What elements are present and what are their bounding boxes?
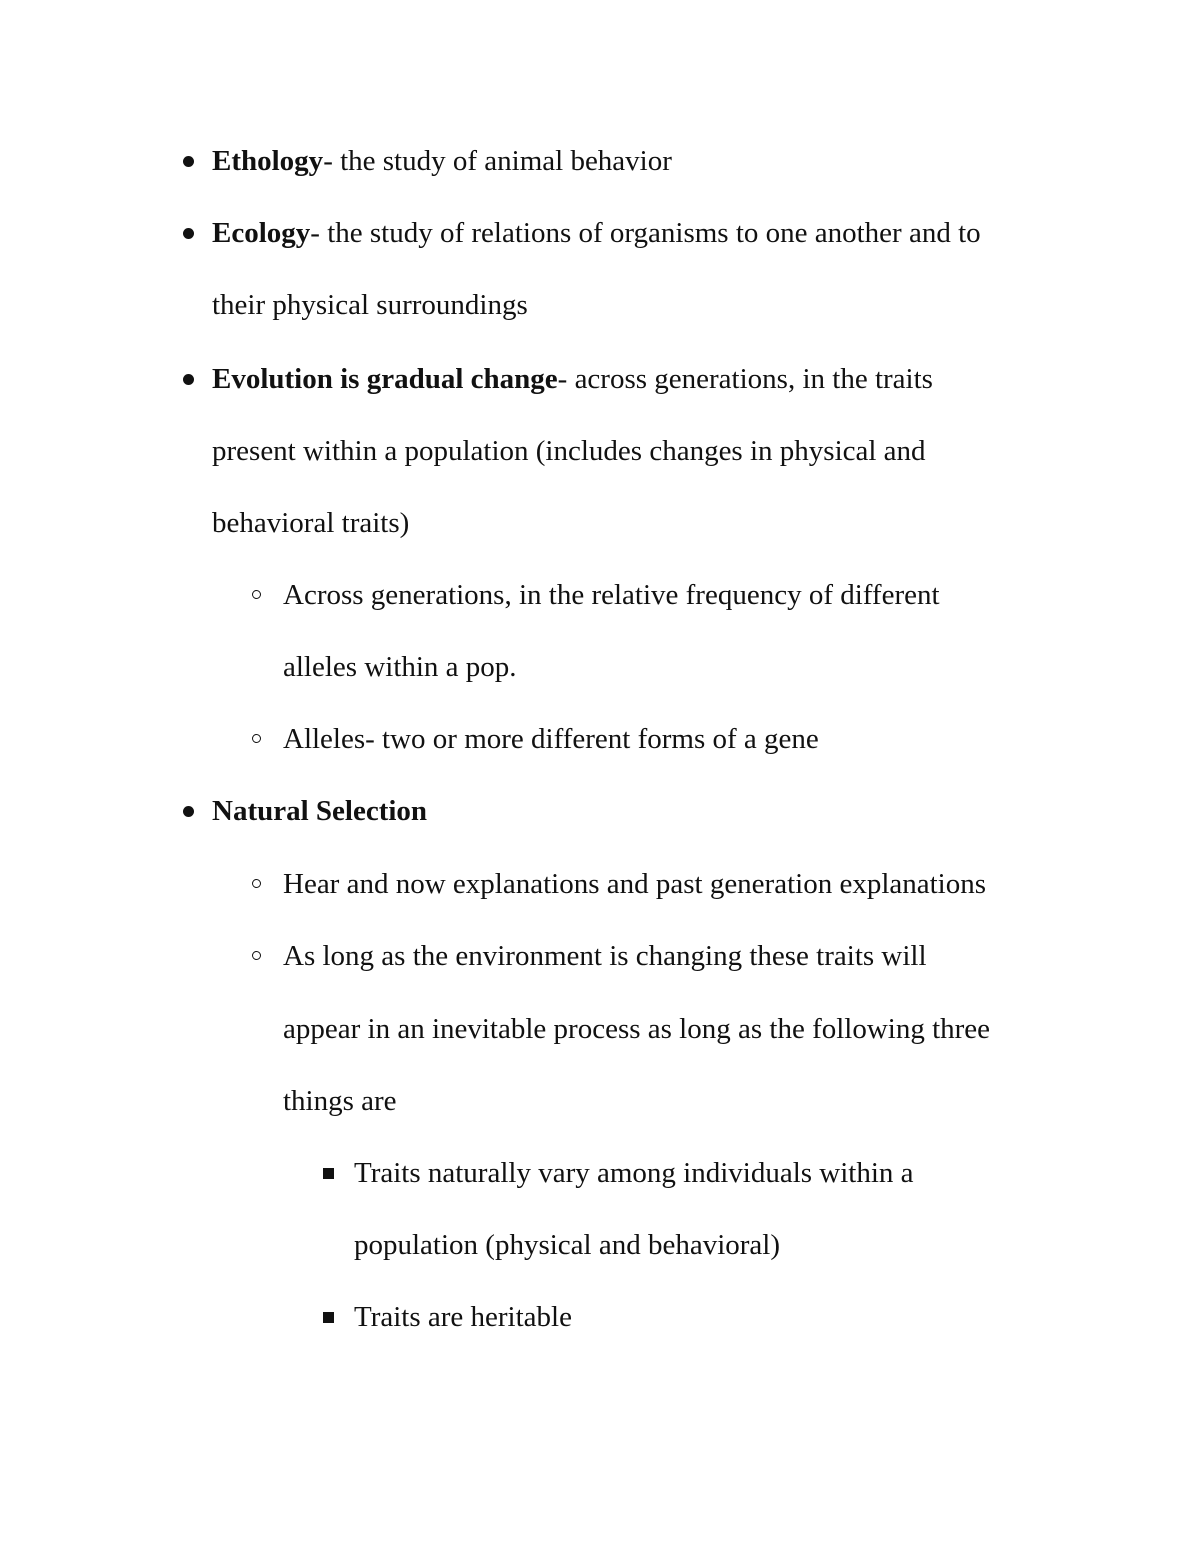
bullet-dot-icon [177, 361, 201, 397]
sub-sub-item-variation: Traits naturally vary among individuals within a [354, 1157, 914, 1189]
definition-ecology: - the study of relations of organisms to one another and to [310, 217, 981, 249]
term-natural-selection: Natural Selection [212, 795, 428, 827]
sub-item-environment-continued: things are [283, 1085, 397, 1117]
bullet-square-icon [318, 1299, 342, 1335]
sub-sub-item-heritable: Traits are heritable [354, 1301, 572, 1333]
list-item-evolution-continued: behavioral traits) [212, 507, 410, 539]
bullet-dot-icon [177, 143, 201, 179]
list-item-evolution-continued: present within a population (includes changes in physical and [212, 435, 926, 467]
bullet-dot-icon [177, 793, 201, 829]
list-item-ethology [212, 143, 672, 179]
term-evolution: Evolution is gradual change [212, 363, 558, 395]
bullet-circle-icon [247, 938, 271, 974]
sub-item-alleles: Alleles- two or more different forms of a gene [283, 723, 819, 755]
sub-item-allele-frequency-continued: alleles within a pop. [283, 651, 517, 683]
list-item-ecology [212, 215, 981, 251]
term-ethology: Ethology [212, 145, 324, 177]
sub-item-allele-frequency: Across generations, in the relative frequency of different [283, 579, 940, 611]
bullet-square-icon [318, 1155, 342, 1191]
bullet-circle-icon [247, 577, 271, 613]
sub-sub-item-variation-continued: population (physical and behavioral) [354, 1229, 781, 1261]
list-item-evolution [212, 361, 933, 397]
sub-item-environment: As long as the environment is changing these traits will [283, 940, 927, 972]
list-item-natural-selection [212, 793, 427, 829]
sub-item-environment-continued: appear in an inevitable process as long as the following three [283, 1013, 991, 1045]
sub-item-explanations: Hear and now explanations and past generation explanations [283, 868, 987, 900]
term-ecology: Ecology [212, 217, 311, 249]
definition-ethology: - the study of animal behavior [323, 145, 672, 177]
definition-evolution: - across generations, in the traits [557, 363, 933, 395]
bullet-circle-icon [247, 866, 271, 902]
list-item-ecology-continued: their physical surroundings [212, 289, 528, 321]
bullet-circle-icon [247, 721, 271, 757]
bullet-dot-icon [177, 215, 201, 251]
